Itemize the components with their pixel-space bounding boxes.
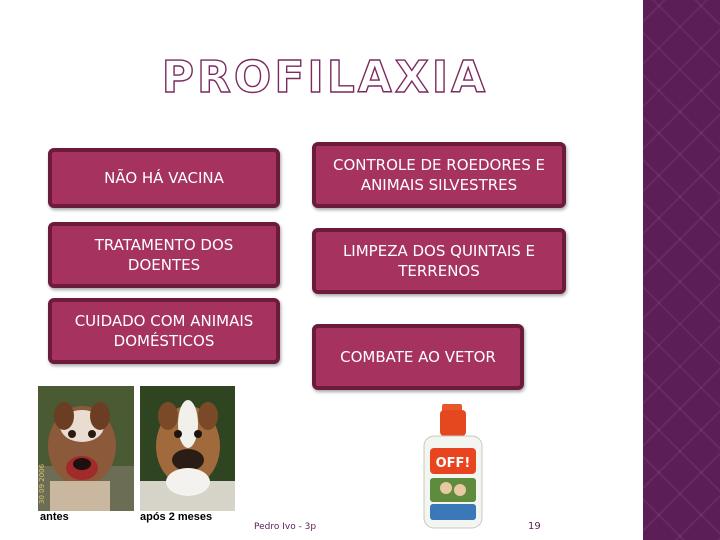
- sidebar-divider: [640, 0, 643, 540]
- box-patient-treatment: [48, 222, 280, 288]
- before-caption: antes: [40, 511, 69, 523]
- after-caption: após 2 meses: [140, 511, 213, 523]
- box-patient-treatment-label: TRATAMENTO DOS DOENTES: [94, 236, 234, 274]
- box-yard-cleaning-label: LIMPEZA DOS QUINTAIS E TERRENOS: [342, 242, 536, 280]
- box-no-vaccine-label: NÃO HÁ VACINA: [104, 169, 224, 187]
- box-no-vaccine: [48, 148, 280, 208]
- repellent-bottle-image: [412, 400, 494, 530]
- box-vector-control: [312, 324, 524, 390]
- footer-author: Pedro Ivo - 3p: [254, 522, 317, 532]
- box-pet-care-label: CUIDADO COM ANIMAIS DOMÉSTICOS: [74, 312, 254, 350]
- box-rodent-control-label: CONTROLE DE ROEDORES E ANIMAIS SILVESTRES: [332, 156, 546, 194]
- box-pet-care: [48, 298, 280, 364]
- dog-after-photo: [140, 386, 235, 511]
- off-brand-label: OFF!: [435, 456, 471, 471]
- dog-before-photo: [38, 386, 134, 511]
- sidebar-pattern: [640, 0, 720, 540]
- svg-text:PROFILAXIA: PROFILAXIA: [161, 52, 489, 103]
- box-rodent-control: [312, 142, 566, 208]
- page-number: 19: [528, 521, 541, 532]
- title-outline-text: [161, 50, 489, 103]
- svg-text:30 09 2006: 30 09 2006: [38, 463, 46, 504]
- box-vector-control-label: COMBATE AO VETOR: [340, 348, 496, 366]
- decorative-sidebar: [640, 0, 720, 540]
- box-yard-cleaning: [312, 228, 566, 294]
- slide-title: [161, 50, 489, 103]
